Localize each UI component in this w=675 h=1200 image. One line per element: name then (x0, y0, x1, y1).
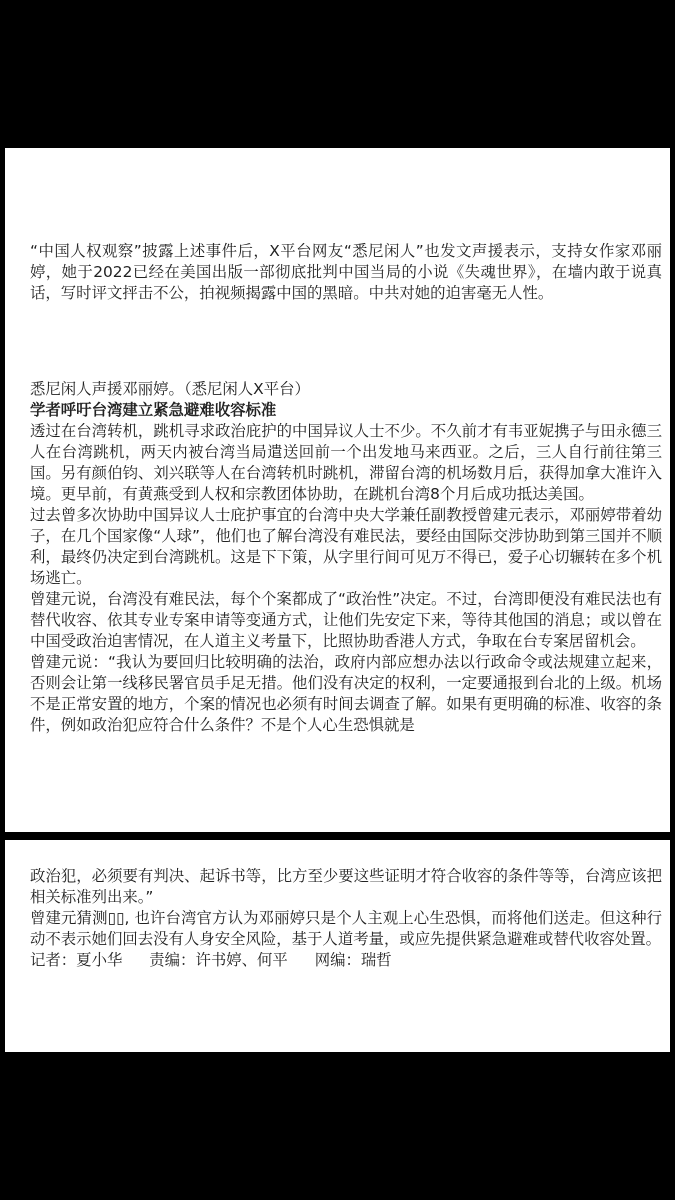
editor-credit: 责编：许书婷、何平 (149, 951, 288, 969)
article-page-1 (5, 148, 670, 832)
reporter-credit: 记者：夏小华 (30, 951, 123, 969)
image-caption: 悉尼闲人声援邓丽婷。（悉尼闲人X平台） (30, 380, 310, 398)
article-page-2 (5, 840, 670, 1052)
body-paragraph: 透过在台湾转机，跳机寻求政治庇护的中国异议人士不少。不久前才有韦亚妮携子与田永德三人在台湾跳机，两天内被台湾当局遣送回前一个出发地马来西亚。之后，三人自行前往第三国。另有颜伯钧、刘兴联等人在台湾转机时跳机，滞留台湾的机场数月后，获得加拿大准许入境。更早前，有黄燕受到人权和宗教团体协助，在跳机台湾8个月后成功抵达美国。 (30, 422, 662, 503)
continuation-block (30, 866, 662, 971)
web-editor-credit: 网编：瑞哲 (314, 951, 392, 969)
body-paragraph: 曾建元说，台湾没有难民法，每个个案都成了“政治性”决定。不过，台湾即便没有难民法也有替代收容、依其专业专案申请等变通方式，让他们先安定下来，等待其他国的消息；或以曾在中国受政治迫害情况，在人道主义考量下，比照协助香港人方式，争取在台专案居留机会。 (30, 590, 662, 650)
section-subheading: 学者呼吁台湾建立紧急避难收容标准 (30, 401, 277, 419)
body-paragraph: 曾建元猜测▯▯, 也许台湾官方认为邓丽婷只是个人主观上心生恐惧，而将他们送走。但这种行动不表示她们回去没有人身安全风险，基于人道考量，或应先提供紧急避难或替代收容处置。 (30, 909, 662, 948)
main-block (30, 379, 662, 736)
body-paragraph: 政治犯，必须要有判决、起诉书等，比方至少要这些证明才符合收容的条件等等，台湾应该把相关标准列出来。” (30, 867, 662, 906)
credits-line (30, 950, 662, 971)
intro-paragraph: “中国人权观察”披露上述事件后，X平台网友“悉尼闲人”也发文声援表示，支持女作家邓丽婷，她于2022已经在美国出版一部彻底批判中国当局的小说《失魂世界》，在墙内敢于说真话，写时评文抨击不公，拍视频揭露中国的黑暗。中共对她的迫害毫无人性。 (30, 242, 662, 302)
body-paragraph: 曾建元说：“我认为要回归比较明确的法治，政府内部应想办法以行政命令或法规建立起来，否则会让第一线移民署官员手足无措。他们没有决定的权利，一定要通报到台北的上级。机场不是正常安置的地方，个案的情况也必须有时间去调查了解。如果有更明确的标准、收容的条件，例如政治犯应符合什么条件？不是个人心生恐惧就是 (30, 653, 662, 734)
body-paragraph: 过去曾多次协助中国异议人士庇护事宜的台湾中央大学兼任副教授曾建元表示，邓丽婷带着幼子，在几个国家像“人球”，他们也了解台湾没有难民法，要经由国际交涉协助到第三国并不顺利，最终仍决定到台湾跳机。这是下下策，从字里行间可见万不得已，爱子心切辗转在多个机场逃亡。 (30, 506, 662, 587)
intro-block (30, 241, 662, 304)
